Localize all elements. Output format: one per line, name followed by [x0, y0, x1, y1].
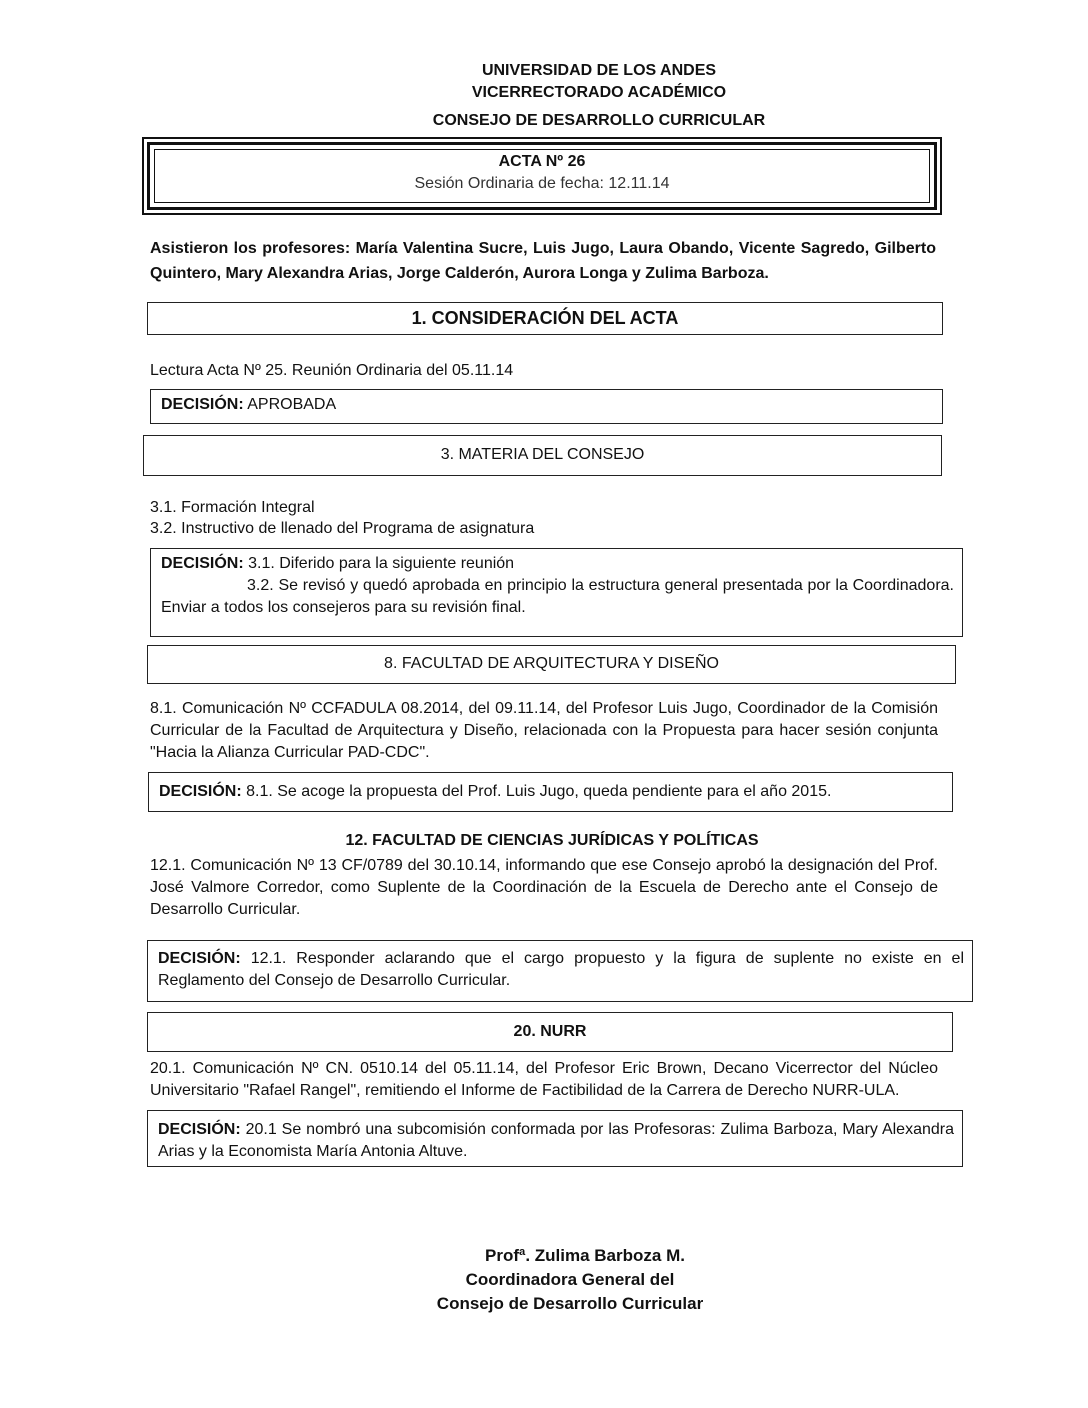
section-3-item-2: 3.2. Instructivo de llenado del Programa de asignatura — [150, 520, 535, 537]
decision-label: DECISIÓN: — [158, 1121, 241, 1138]
section-3-decision — [150, 548, 963, 637]
section-12-decision — [147, 940, 973, 1002]
decision-text: 12.1. Responder aclarando que el cargo propuesto y la figura de suplente no existe en el Reglamento del Consejo de Desarrollo Curricular. — [158, 950, 964, 989]
section-20-text: 20.1. Comunicación Nº CN. 0510.14 del 05.11.14, del Profesor Eric Brown, Decano Vicerrector del Núcleo Universitario "Rafael Rangel", remitiendo el Informe de Factibilidad de la Carrera de Derecho NURR-ULA. — [150, 1060, 938, 1099]
section-8-text: 8.1. Comunicación Nº CCFADULA 08.2014, del 09.11.14, del Profesor Luis Jugo, Coordinador de la Comisión Curricular de la Facultad de Arquitectura y Diseño, relacionada con la Propuesta para hacer sesión conjunta "Hacia la Alianza Curricular PAD-CDC". — [150, 700, 938, 761]
attendance-text: Asistieron los profesores: María Valentina Sucre, Luis Jugo, Laura Obando, Vicente Sagredo, Gilberto Quintero, Mary Alexandra Arias, Jorge Calderón, Aurora Longa y Zulima Barboza. — [150, 240, 936, 282]
consejo-name: CONSEJO DE DESARROLLO CURRICULAR — [432, 112, 766, 129]
section-8-decision — [148, 772, 953, 812]
decision-line-2: 3.2. Se revisó y quedó aprobada en principio la estructura general presentada por la Coordinadora. Enviar a todos los consejeros para su revisión final. — [161, 577, 954, 616]
decision-label: DECISIÓN: — [159, 783, 242, 800]
section-12-title: 12. FACULTAD DE CIENCIAS JURÍDICAS Y POLÍTICAS — [345, 832, 759, 849]
section-1-decision — [150, 389, 943, 424]
section-12-text: 12.1. Comunicación Nº 13 CF/0789 del 30.10.14, informando que ese Consejo aprobó la designación del Prof. José Valmore Corredor, como Suplente de la Coordinación de la Escuela de Derecho ante el Consejo de Desarrollo Curricular. — [150, 857, 938, 918]
section-20-decision — [147, 1110, 963, 1167]
university-name: UNIVERSIDAD DE LOS ANDES — [481, 62, 717, 79]
section-20-header: 20. NURR — [147, 1012, 953, 1052]
vicerrectorado-name: VICERRECTORADO ACADÉMICO — [471, 84, 727, 101]
acta-session: Sesión Ordinaria de fecha: 12.11.14 — [414, 175, 670, 192]
decision-label: DECISIÓN: — [161, 396, 244, 413]
decision-text: 8.1. Se acoge la propuesta del Prof. Luis Jugo, queda pendiente para el año 2015. — [241, 783, 832, 800]
signature-name: Profª. Zulima Barboza M. — [485, 1246, 685, 1265]
acta-title: ACTA Nº 26 — [498, 153, 586, 170]
section-1-header: 1. CONSIDERACIÓN DEL ACTA — [147, 302, 943, 335]
signature-block — [420, 1244, 720, 1316]
section-8-header: 8. FACULTAD DE ARQUITECTURA Y DISEÑO — [147, 645, 956, 684]
acta-box — [147, 142, 937, 210]
section-3-item-1: 3.1. Formación Integral — [150, 499, 315, 516]
decision-label: DECISIÓN: — [158, 950, 241, 967]
decision-text: APROBADA — [243, 396, 337, 413]
section-1-text: Lectura Acta Nº 25. Reunión Ordinaria del 05.11.14 — [150, 362, 514, 379]
decision-label: DECISIÓN: — [161, 555, 244, 572]
signature-role-2: Consejo de Desarrollo Curricular — [436, 1294, 704, 1313]
signature-role-1: Coordinadora General del — [465, 1270, 675, 1289]
decision-line-1: 3.1. Diferido para la siguiente reunión — [243, 555, 515, 572]
section-3-header: 3. MATERIA DEL CONSEJO — [143, 435, 942, 476]
decision-text: 20.1 Se nombró una subcomisión conformada por las Profesoras: Zulima Barboza, Mary Alexandra Arias y la Economista María Antonia Altuve. — [158, 1121, 954, 1160]
